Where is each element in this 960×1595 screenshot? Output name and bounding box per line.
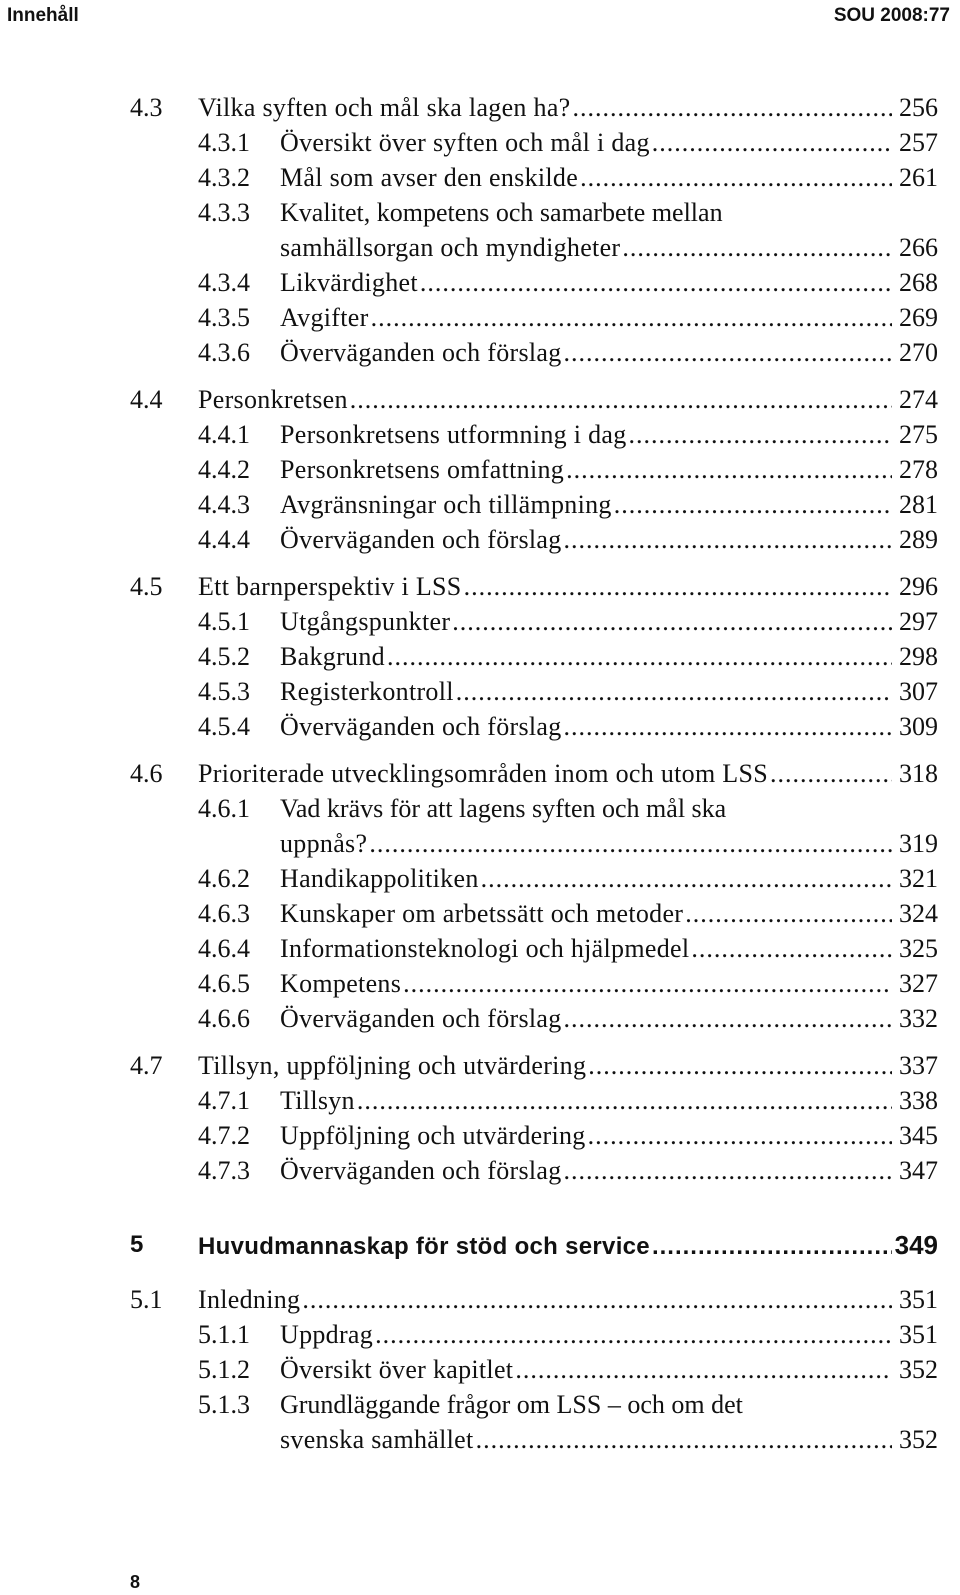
dot-leader	[375, 1318, 892, 1352]
toc-entry-page: 257	[899, 128, 938, 157]
dot-leader	[614, 488, 892, 522]
toc-entry-number: 4.5.1	[198, 607, 250, 636]
dot-leader	[580, 161, 892, 195]
toc-entry-number: 4.5.4	[198, 712, 250, 741]
dot-leader	[652, 126, 892, 160]
toc-entry-title: Personkretsen	[198, 385, 348, 414]
toc-entry[interactable]	[0, 710, 960, 744]
dot-leader	[564, 336, 892, 370]
toc-entry-number: 4.6.3	[198, 899, 250, 928]
toc-entry-title: Översikt över syften och mål i dag	[280, 128, 650, 157]
toc-entry[interactable]	[0, 1228, 960, 1262]
toc-entry[interactable]	[0, 1084, 960, 1118]
toc-entry-title: Informationsteknologi och hjälpmedel	[280, 934, 690, 963]
toc-entry-page: 321	[899, 864, 938, 893]
toc-entry-title: Personkretsens utformning i dag	[280, 420, 627, 449]
toc-entry-number: 4.4.1	[198, 420, 250, 449]
toc-entry-title: Kvalitet, kompetens och samarbete mellan	[280, 198, 723, 227]
dot-leader	[464, 570, 892, 604]
toc-entry-page: 307	[899, 677, 938, 706]
toc-entry-title: Personkretsens omfattning	[280, 455, 565, 484]
toc-entry-title: Prioriterade utvecklingsområden inom och utom LSS	[198, 759, 768, 788]
dot-leader	[456, 675, 892, 709]
toc-entry-title: Översikt över kapitlet	[280, 1355, 514, 1384]
toc-entry-page: 351	[899, 1285, 938, 1314]
toc-entry[interactable]	[0, 383, 960, 417]
toc-entry-title: Grundläggande frågor om LSS – och om det	[280, 1390, 743, 1419]
toc-entry[interactable]	[0, 91, 960, 125]
toc-entry-title: Ett barnperspektiv i LSS	[198, 572, 462, 601]
toc-entry-page: 274	[899, 385, 938, 414]
toc-entry[interactable]	[0, 1002, 960, 1036]
toc-entry-title: Överväganden och förslag	[280, 338, 562, 367]
toc-entry[interactable]	[0, 1154, 960, 1188]
toc-entry-title: Avgifter	[280, 303, 369, 332]
toc-entry-page: 298	[899, 642, 938, 671]
toc-entry-number: 4.4.2	[198, 455, 250, 484]
toc-entry-number: 4.4	[130, 385, 163, 414]
toc-entry-number: 5.1.3	[198, 1390, 250, 1419]
toc-entry-page: 324	[899, 899, 938, 928]
toc-entry-number: 4.5.2	[198, 642, 250, 671]
toc-entry-number: 4.5	[130, 572, 163, 601]
toc-entry-title: Överväganden och förslag	[280, 1004, 562, 1033]
toc-entry-page: 345	[899, 1121, 938, 1150]
toc-entry-page: 278	[899, 455, 938, 484]
toc-entry-title: Överväganden och förslag	[280, 525, 562, 554]
toc-entry-page: 297	[899, 607, 938, 636]
toc-entry[interactable]	[0, 605, 960, 639]
toc-entry-number: 5.1	[130, 1285, 163, 1314]
toc-entry-number: 4.7.1	[198, 1086, 250, 1115]
dot-leader	[564, 1154, 892, 1188]
toc-entry-title-continued: uppnås?	[280, 829, 368, 858]
toc-entry-number: 4.3.6	[198, 338, 250, 367]
toc-entry-number: 4.3.3	[198, 198, 250, 227]
toc-entry-page: 319	[899, 829, 938, 858]
dot-leader	[588, 1119, 892, 1153]
toc-entry-continuation[interactable]	[0, 827, 960, 861]
toc-entry-page: 270	[899, 338, 938, 367]
dot-leader	[476, 1423, 892, 1457]
toc-entry-title: Huvudmannaskap för stöd och service	[198, 1233, 650, 1260]
dot-leader	[420, 266, 892, 300]
header-section-title: Innehåll	[7, 5, 79, 26]
toc-entry-title-continued: samhällsorgan och myndigheter	[280, 233, 621, 262]
toc-entry-page: 338	[899, 1086, 938, 1115]
toc-entry[interactable]	[0, 932, 960, 966]
toc-entry-title: Vilka syften och mål ska lagen ha?	[198, 93, 571, 122]
dot-leader	[369, 827, 892, 861]
toc-entry-number: 4.7	[130, 1051, 163, 1080]
toc-entry[interactable]	[0, 1119, 960, 1153]
toc-entry-title: Registerkontroll	[280, 677, 454, 706]
toc-entry-page: 327	[899, 969, 938, 998]
toc-entry-page: 266	[899, 233, 938, 262]
dot-leader	[573, 91, 892, 125]
toc-entry[interactable]	[0, 453, 960, 487]
toc-entry-page: 268	[899, 268, 938, 297]
toc-entry-page: 352	[899, 1355, 938, 1384]
toc-entry-page: 256	[899, 93, 938, 122]
toc-entry-title: Inledning	[198, 1285, 301, 1314]
toc-entry-page: 261	[899, 163, 938, 192]
dot-leader	[357, 1084, 892, 1118]
dot-leader	[622, 231, 892, 265]
toc-entry[interactable]	[0, 1388, 960, 1422]
toc-entry-page: 275	[899, 420, 938, 449]
toc-entry-title: Tillsyn	[280, 1086, 355, 1115]
toc-entry-number: 4.5.3	[198, 677, 250, 706]
toc-entry-number: 5.1.2	[198, 1355, 250, 1384]
toc-entry-page: 337	[899, 1051, 938, 1080]
toc-entry-title: Likvärdighet	[280, 268, 418, 297]
toc-entry[interactable]	[0, 792, 960, 826]
toc-entry-title: Kompetens	[280, 969, 402, 998]
toc-entry-page: 349	[894, 1230, 938, 1260]
toc-entry-page: 281	[899, 490, 938, 519]
toc-entry-title: Överväganden och förslag	[280, 712, 562, 741]
toc-entry-number: 4.4.4	[198, 525, 250, 554]
toc-entry-title: Kunskaper om arbetssätt och metoder	[280, 899, 684, 928]
dot-leader	[371, 301, 892, 335]
toc-entry-title: Handikappolitiken	[280, 864, 479, 893]
toc-entry[interactable]	[0, 967, 960, 1001]
toc-entry-title: Bakgrund	[280, 642, 385, 671]
dot-leader	[770, 757, 892, 791]
toc-entry[interactable]	[0, 1283, 960, 1317]
toc-entry-title-continued: svenska samhället	[280, 1425, 474, 1454]
toc-entry-number: 4.3	[130, 93, 163, 122]
header-document-id: SOU 2008:77	[833, 5, 950, 26]
toc-entry[interactable]	[0, 1353, 960, 1387]
toc-entry[interactable]	[0, 161, 960, 195]
toc-entry-page: 309	[899, 712, 938, 741]
toc-entry[interactable]	[0, 488, 960, 522]
toc-entry[interactable]	[0, 418, 960, 452]
toc-entry[interactable]	[0, 1049, 960, 1083]
toc-entry-number: 4.6.6	[198, 1004, 250, 1033]
dot-leader	[691, 932, 892, 966]
dot-leader	[588, 1049, 892, 1083]
toc-entry-title: Mål som avser den enskilde	[280, 163, 579, 192]
toc-entry-page: 347	[899, 1156, 938, 1185]
toc-entry[interactable]	[0, 1318, 960, 1352]
toc-entry-page: 352	[899, 1425, 938, 1454]
toc-entry-title: Uppföljning och utvärdering	[280, 1121, 586, 1150]
toc-entry-continuation[interactable]	[0, 231, 960, 265]
toc-entry-number: 5	[130, 1231, 144, 1258]
toc-entry[interactable]	[0, 570, 960, 604]
dot-leader	[481, 862, 892, 896]
toc-entry[interactable]	[0, 897, 960, 931]
toc-entry[interactable]	[0, 757, 960, 791]
toc-entry-page: 289	[899, 525, 938, 554]
toc-entry-number: 4.6.5	[198, 969, 250, 998]
toc-entry-number: 4.6.4	[198, 934, 250, 963]
dot-leader	[387, 640, 892, 674]
toc-entry-page: 351	[899, 1320, 938, 1349]
toc-entry-number: 4.6.1	[198, 794, 250, 823]
dot-leader	[685, 897, 892, 931]
dot-leader	[350, 383, 892, 417]
toc-entry[interactable]	[0, 675, 960, 709]
toc-entry[interactable]	[0, 266, 960, 300]
dot-leader	[515, 1353, 892, 1387]
toc-entry-number: 4.3.1	[198, 128, 250, 157]
running-header	[0, 0, 960, 44]
toc-entry-number: 4.3.2	[198, 163, 250, 192]
dot-leader	[564, 523, 892, 557]
toc-entry-title: Uppdrag	[280, 1320, 374, 1349]
toc-entry-title: Vad krävs för att lagens syften och mål ska	[280, 794, 727, 823]
toc-entry[interactable]	[0, 862, 960, 896]
page-number: 8	[130, 1572, 141, 1592]
dot-leader	[629, 418, 892, 452]
toc-entry-title: Utgångspunkter	[280, 607, 451, 636]
toc-entry-title: Tillsyn, uppföljning och utvärdering	[198, 1051, 587, 1080]
toc-entry-page: 325	[899, 934, 938, 963]
toc-entry-number: 4.6	[130, 759, 163, 788]
toc-entry[interactable]	[0, 301, 960, 335]
toc-entry-number: 4.4.3	[198, 490, 250, 519]
dot-leader	[564, 1002, 892, 1036]
toc-entry-page: 318	[899, 759, 938, 788]
toc-entry-number: 4.7.3	[198, 1156, 250, 1185]
dot-leader	[403, 967, 892, 1001]
toc-entry-number: 4.7.2	[198, 1121, 250, 1150]
toc-entry-number: 5.1.1	[198, 1320, 250, 1349]
toc-entry[interactable]	[0, 196, 960, 230]
toc-entry-title: Avgränsningar och tillämpning	[280, 490, 612, 519]
toc-entry-title: Överväganden och förslag	[280, 1156, 562, 1185]
dot-leader	[564, 710, 892, 744]
toc-entry-continuation[interactable]	[0, 1423, 960, 1457]
dot-leader	[566, 453, 892, 487]
toc-entry[interactable]	[0, 126, 960, 160]
toc-entry-number: 4.3.4	[198, 268, 250, 297]
toc-entry-page: 296	[899, 572, 938, 601]
toc-entry[interactable]	[0, 640, 960, 674]
dot-leader	[302, 1283, 892, 1317]
toc-entry-number: 4.6.2	[198, 864, 250, 893]
dot-leader	[452, 605, 892, 639]
toc-entry-page: 269	[899, 303, 938, 332]
toc-entry-number: 4.3.5	[198, 303, 250, 332]
toc-entry[interactable]	[0, 523, 960, 557]
dot-leader	[652, 1230, 892, 1264]
toc-entry-page: 332	[899, 1004, 938, 1033]
toc-entry[interactable]	[0, 336, 960, 370]
